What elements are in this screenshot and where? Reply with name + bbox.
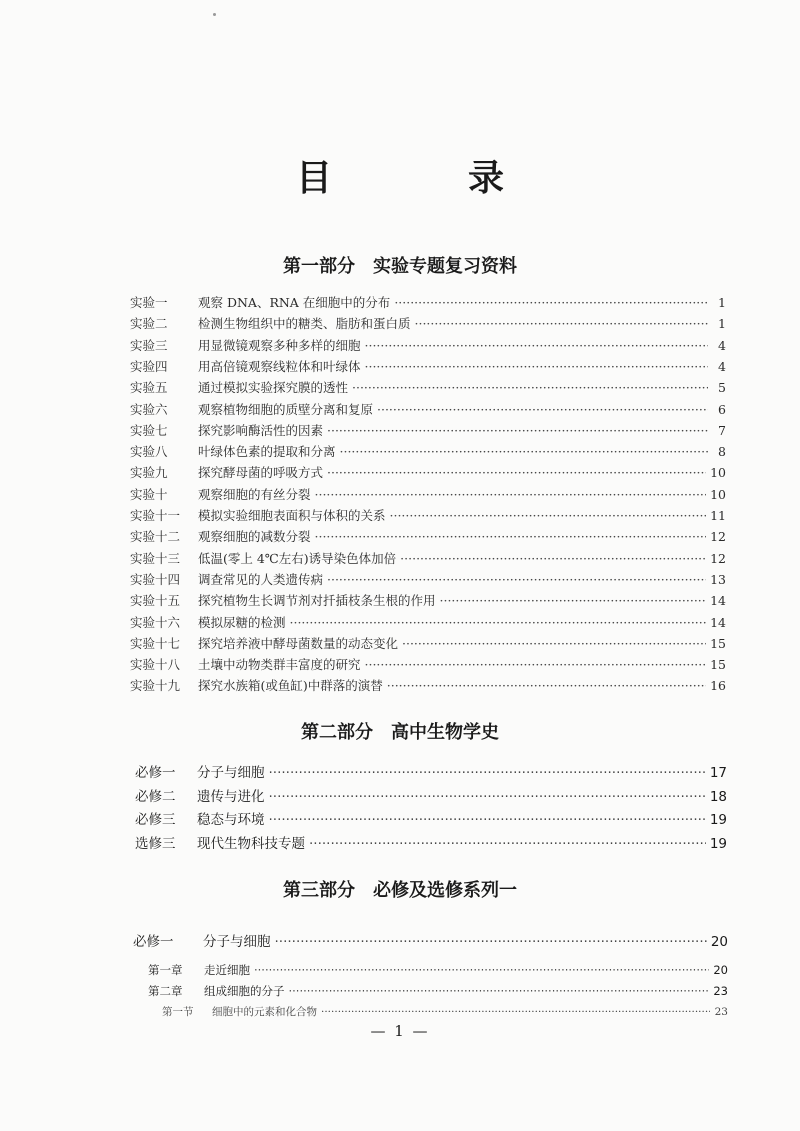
entry-text: 观察细胞的减数分裂 [198,529,311,545]
leader-dots [415,316,708,331]
entry-text: 调查常见的人类遗传病 [198,571,324,587]
toc-entry[interactable] [135,832,727,852]
entry-page: 23 [713,984,728,998]
entry-page: 14 [710,593,726,609]
toc-entry[interactable] [130,570,726,588]
entry-page: 1 [718,316,726,332]
leader-dots [275,934,707,950]
entry-label: 实验十八 [130,657,181,673]
toc-entry[interactable] [135,785,727,805]
entry-label: 选修三 [135,836,176,853]
entry-text: 观察植物细胞的质壁分离和复原 [198,401,374,417]
entry-text: 用显微镜观察多种多样的细胞 [198,337,361,353]
entry-page: 15 [710,635,726,651]
leader-dots [289,984,710,998]
toc-entry[interactable] [130,400,726,418]
entry-text: 模拟实验细胞表面积与体积的关系 [198,508,386,523]
toc-entry[interactable] [130,314,726,332]
entry-label: 实验十七 [130,635,181,651]
leader-dots [269,789,706,805]
toc-entry-section[interactable] [133,930,728,950]
part2-title: 第二部分 高中生物学史 [301,722,499,743]
toc-entry[interactable] [148,962,728,978]
entry-label: 实验十二 [130,529,181,545]
entry-page: 17 [709,765,727,781]
entry-text: 稳态与环境 [197,812,265,829]
entry-page: 6 [718,401,726,417]
entry-page: 1 [718,295,726,310]
entry-label: 必修一 [133,934,174,950]
toc-entry[interactable] [135,808,727,828]
entry-text: 组成细胞的分子 [204,984,285,998]
scan-speck [213,13,216,16]
entry-label: 实验十四 [130,571,181,587]
entry-text: 低温(零上 4℃左右)诱导染色体加倍 [198,550,397,566]
leader-dots [315,487,707,502]
entry-label: 必修三 [135,812,176,829]
entry-label: 实验十三 [130,550,181,566]
leader-dots [269,812,706,828]
entry-page: 20 [713,963,728,977]
entry-text: 探究水族箱(或鱼缸)中群落的演替 [198,678,383,694]
entry-text: 观察细胞的有丝分裂 [198,486,311,502]
leader-dots [402,636,706,651]
entry-label: 实验九 [130,465,168,481]
entry-page: 5 [718,380,726,396]
leader-dots [321,1006,710,1018]
entry-text: 分子与细胞 [197,765,265,781]
entry-text: 遗传与进化 [197,788,265,805]
entry-label: 实验六 [130,401,168,417]
entry-page: 11 [710,508,726,523]
entry-label: 实验十六 [130,614,181,630]
part1-title: 第一部分 实验专题复习资料 [283,256,517,277]
toc-entry[interactable] [130,613,726,631]
entry-page: 4 [718,358,726,374]
entry-page: 16 [710,678,726,694]
leader-dots [315,529,707,544]
leader-dots [254,963,709,977]
toc-entry[interactable] [130,676,726,694]
leader-dots [290,615,707,630]
entry-label: 实验十 [130,486,168,502]
leader-dots [394,295,708,310]
entry-label: 实验二 [130,316,168,332]
entry-label: 实验八 [130,444,168,460]
entry-page: 20 [710,934,728,950]
toc-entry[interactable] [162,1004,728,1019]
leader-dots [365,359,708,374]
toc-entry[interactable] [130,485,726,503]
toc-entry[interactable] [148,983,728,999]
entry-text: 细胞中的元素和化合物 [212,1006,317,1018]
entry-text: 探究培养液中酵母菌数量的动态变化 [198,635,399,651]
leader-dots [387,678,706,693]
entry-page: 8 [718,444,726,460]
entry-text: 探究植物生长调节剂对扦插枝条生根的作用 [198,593,436,609]
toc-entry[interactable] [130,506,726,524]
toc-entry[interactable] [130,655,726,673]
entry-page: 12 [710,529,726,545]
toc-entry[interactable] [130,549,726,567]
toc-entry[interactable] [130,527,726,545]
leader-dots [327,465,706,480]
leader-dots [352,380,708,395]
entry-text: 探究酵母菌的呼吸方式 [198,465,324,481]
leader-dots [390,508,707,523]
toc-entry[interactable] [130,463,726,481]
toc-entry[interactable] [130,442,726,460]
entry-label: 实验七 [130,422,168,438]
entry-page: 4 [718,337,726,353]
entry-text: 叶绿体色素的提取和分离 [198,444,336,460]
entry-page: 14 [710,614,726,630]
entry-label: 实验十一 [130,508,181,523]
part3-title: 第三部分 必修及选修系列一 [283,880,517,901]
entry-label: 实验三 [130,337,168,353]
entry-page: 13 [710,571,726,587]
entry-page: 19 [709,812,727,829]
entry-label: 实验四 [130,358,168,374]
leader-dots [269,765,706,781]
entry-label: 第一章 [148,963,183,977]
entry-page: 19 [709,836,727,853]
toc-entry[interactable] [130,421,726,439]
entry-text: 走近细胞 [204,963,250,977]
entry-text: 用高倍镜观察线粒体和叶绿体 [198,358,361,374]
entry-text: 观察 DNA、RNA 在细胞中的分布 [198,295,391,310]
entry-page: 18 [709,788,727,805]
page-number: — 1 — [370,1022,430,1040]
entry-page: 10 [710,465,726,481]
entry-page: 15 [710,657,726,673]
entry-text: 检测生物组织中的糖类、脂肪和蛋白质 [198,316,411,332]
entry-label: 第一节 [162,1006,194,1018]
toc-entry[interactable] [130,336,726,354]
leader-dots [365,338,708,353]
entry-label: 实验五 [130,380,168,396]
toc-entry[interactable] [130,293,726,311]
entry-label: 实验十九 [130,678,181,694]
entry-page: 23 [714,1006,728,1018]
entry-text: 通过模拟实验探究膜的透性 [198,380,349,396]
entry-text: 土壤中动物类群丰富度的研究 [198,657,361,673]
toc-entry[interactable] [130,378,726,396]
leader-dots [400,551,706,566]
leader-dots [340,444,708,459]
leader-dots [377,402,708,417]
entry-text: 现代生物科技专题 [197,836,305,853]
entry-text: 模拟尿糖的检测 [198,614,286,630]
entry-text: 分子与细胞 [203,934,271,950]
toc-entry[interactable] [130,634,726,652]
leader-dots [327,423,708,438]
entry-page: 12 [710,550,726,566]
toc-entry[interactable] [130,357,726,375]
toc-title: 目 录 [295,157,554,199]
toc-entry[interactable] [130,591,726,609]
entry-text: 探究影响酶活性的因素 [198,422,324,438]
entry-label: 实验一 [130,295,168,310]
entry-label: 第二章 [148,984,183,998]
leader-dots [309,836,706,852]
entry-label: 实验十五 [130,593,181,609]
entry-label: 必修一 [135,765,176,781]
leader-dots [365,657,707,672]
entry-page: 7 [718,422,726,438]
entry-page: 10 [710,486,726,502]
toc-entry[interactable] [135,761,727,781]
leader-dots [440,593,707,608]
leader-dots [327,572,706,587]
entry-label: 必修二 [135,788,176,805]
